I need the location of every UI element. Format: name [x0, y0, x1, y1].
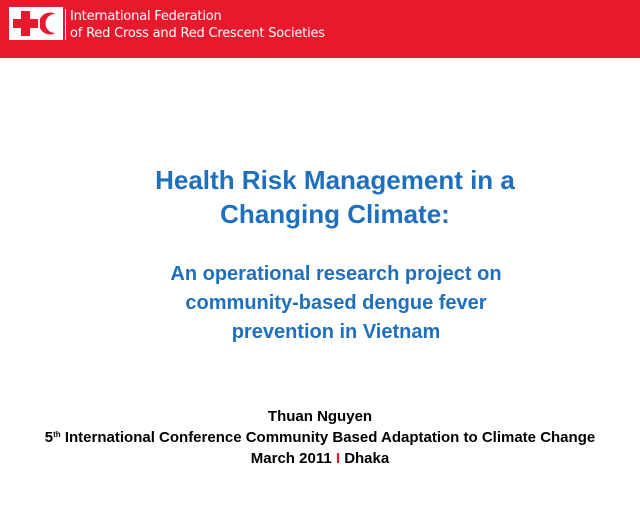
ifrc-logo	[9, 7, 63, 40]
header-bar	[0, 0, 640, 58]
logo-divider	[65, 9, 66, 40]
conference-number: 5	[44, 429, 54, 446]
subtitle-line3: prevention in Vietnam	[231, 321, 441, 343]
red-cross-icon	[12, 10, 39, 37]
conference-title: International Conference Community Based Adaptation to Climate Change	[60, 429, 596, 446]
slide-subtitle	[100, 260, 572, 347]
slide-title	[110, 163, 560, 231]
presenter-info	[0, 406, 640, 469]
title-line2: Changing Climate:	[220, 199, 450, 229]
conference-name	[0, 427, 640, 448]
event-date: March 2011	[250, 450, 332, 467]
org-name-line1: International Federation	[70, 9, 222, 24]
red-crescent-icon	[40, 10, 60, 37]
separator: I	[335, 450, 341, 467]
subtitle-line1: An operational research project on	[170, 263, 502, 285]
org-name-line2: of Red Cross and Red Crescent Societies	[70, 26, 325, 41]
title-line1: Health Risk Management in a	[155, 165, 515, 195]
event-location: Dhaka	[344, 450, 390, 467]
subtitle-line2: community-based dengue fever	[185, 292, 487, 314]
date-location	[0, 448, 640, 469]
conference-ordinal-suffix: th	[53, 430, 61, 439]
presenter-name: Thuan Nguyen	[267, 408, 373, 425]
organization-name	[70, 8, 325, 42]
